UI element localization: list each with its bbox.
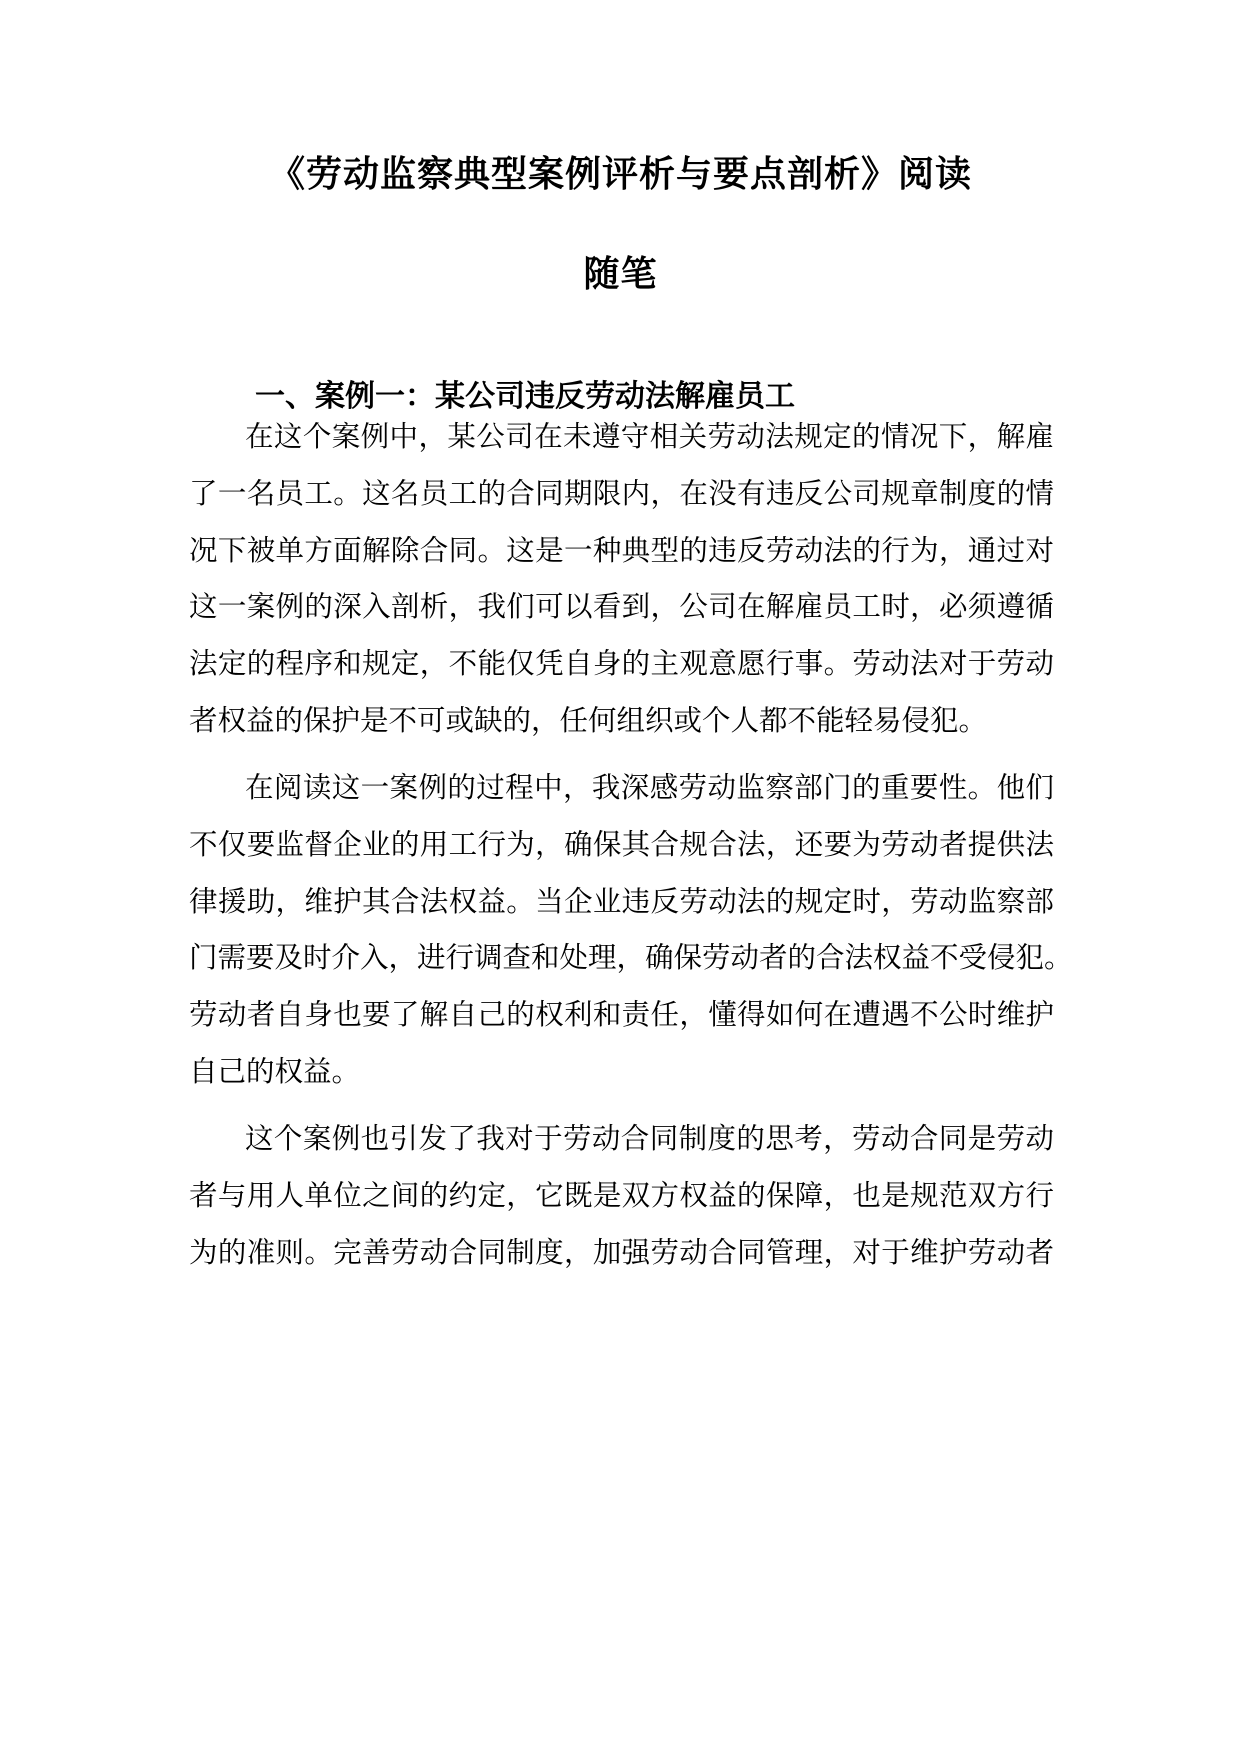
paragraph-line: 自己的权益。 (189, 1055, 361, 1088)
paragraph-line: 为的准则。完善劳动合同制度，加强劳动合同管理，对于维护劳动者 (189, 1236, 1054, 1269)
paragraph-line: 在这个案例中，某公司在未遵守相关劳动法规定的情况下，解雇 (245, 420, 1054, 453)
paragraph-line: 不仅要监督企业的用工行为，确保其合规合法，还要为劳动者提供法 (189, 828, 1054, 861)
paragraph-line: 这个案例也引发了我对于劳动合同制度的思考，劳动合同是劳动 (245, 1122, 1054, 1155)
paragraph-line: 在阅读这一案例的过程中，我深感劳动监察部门的重要性。他们 (245, 771, 1054, 804)
paragraph-line: 律援助，维护其合法权益。当企业违反劳动法的规定时，劳动监察部 (189, 885, 1054, 918)
paragraph-line: 法定的程序和规定，不能仅凭自身的主观意愿行事。劳动法对于劳动 (189, 647, 1054, 680)
paragraph-line: 况下被单方面解除合同。这是一种典型的违反劳动法的行为，通过对 (189, 534, 1054, 567)
paragraph-line: 劳动者自身也要了解自己的权利和责任，懂得如何在遭遇不公时维护 (189, 998, 1054, 1031)
paragraph-line: 者与用人单位之间的约定，它既是双方权益的保障，也是规范双方行 (189, 1179, 1054, 1212)
document-title-line-2: 随笔 (583, 253, 658, 295)
paragraph-line: 这一案例的深入剖析，我们可以看到，公司在解雇员工时，必须遵循 (189, 590, 1054, 623)
paragraph-line: 者权益的保护是不可或缺的，任何组织或个人都不能轻易侵犯。 (189, 704, 988, 737)
section-heading: 一、案例一：某公司违反劳动法解雇员工 (255, 379, 795, 414)
document-title-line-1: 《劳动监察典型案例评析与要点剖析》阅读 (268, 153, 972, 195)
paragraph-line: 了一名员工。这名员工的合同期限内，在没有违反公司规章制度的情 (189, 477, 1054, 510)
paragraph-line: 门需要及时介入，进行调查和处理，确保劳动者的合法权益不受侵犯。 (189, 941, 1073, 974)
